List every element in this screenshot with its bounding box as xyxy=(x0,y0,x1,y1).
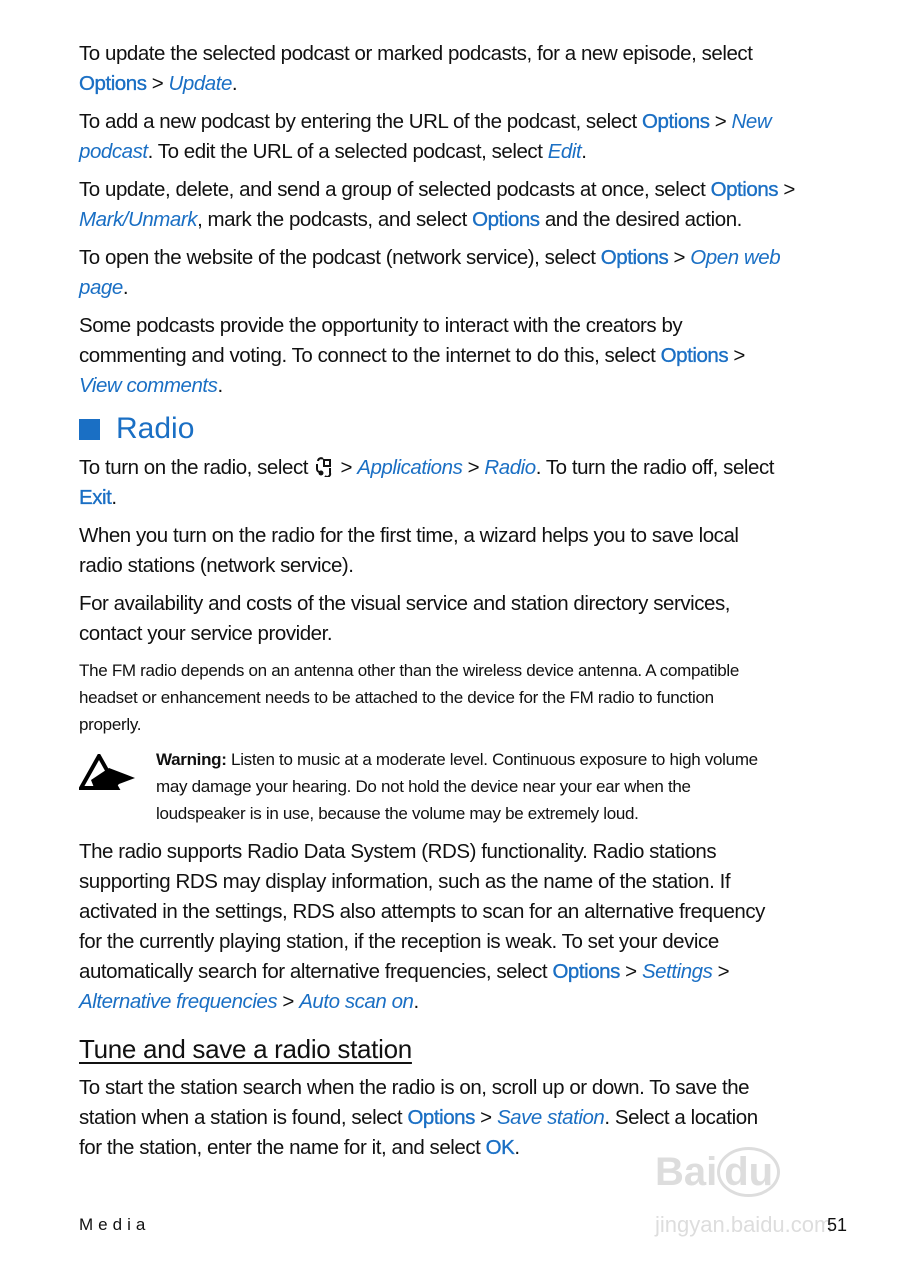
paragraph xyxy=(79,311,899,401)
paragraph xyxy=(79,175,899,235)
body-text: > xyxy=(335,456,358,479)
paragraph xyxy=(79,107,899,167)
command-text: Options xyxy=(79,72,147,95)
note-fm-antenna xyxy=(79,657,899,738)
menu-item-text: Update xyxy=(168,72,232,95)
watermark-url: jingyan.baidu.com xyxy=(655,1212,833,1237)
body-text: The radio supports Radio Data System (RDS) functionality. Radio stations xyxy=(79,840,717,863)
warning-label: Warning: xyxy=(156,750,227,769)
body-text: Some podcasts provide the opportunity to interact with the creators by xyxy=(79,314,683,337)
body-text: > xyxy=(728,344,745,367)
text-line xyxy=(79,311,899,341)
command-text: OK xyxy=(485,1136,515,1159)
text-line xyxy=(79,1073,899,1103)
body-text: To start the station search when the radio is on, scroll up or down. To save the xyxy=(79,1076,750,1099)
menu-item-text: Applications xyxy=(357,456,463,479)
command-text: Options xyxy=(552,960,620,983)
menu-item-text: View comments xyxy=(79,374,218,397)
body-text: supporting RDS may display information, such as the name of the station. If xyxy=(79,870,731,893)
command-text: Options xyxy=(642,110,710,133)
body-text: . xyxy=(581,140,587,163)
command-text: Exit xyxy=(79,486,112,509)
body-text: for the currently playing station, if the reception is weak. To set your device xyxy=(79,930,719,953)
body-text: , mark the podcasts, and select xyxy=(197,208,473,231)
menu-item-text: podcast xyxy=(79,140,148,163)
text-line xyxy=(79,39,899,69)
body-text: > xyxy=(462,456,485,479)
text-line xyxy=(79,551,899,581)
body-text: commenting and voting. To connect to the internet to do this, select xyxy=(79,344,661,367)
menu-item-text: page xyxy=(79,276,123,299)
text-line xyxy=(79,987,899,1017)
menu-key-icon xyxy=(315,456,333,476)
menu-item-text: Save station xyxy=(496,1106,605,1129)
text-line xyxy=(79,205,899,235)
footer-section: Media xyxy=(79,1215,151,1234)
heading-square-icon xyxy=(79,419,100,440)
body-text: > xyxy=(619,960,642,983)
body-text: . To edit the URL of a selected podcast, select xyxy=(147,140,548,163)
menu-item-text: Open web xyxy=(690,246,781,269)
body-text: . xyxy=(111,486,117,509)
body-text: To turn on the radio, select xyxy=(79,456,314,479)
menu-item-text: New xyxy=(731,110,772,133)
body-text: > xyxy=(474,1106,497,1129)
page-number: 51 xyxy=(827,1215,848,1235)
body-text: radio stations (network service). xyxy=(79,554,354,577)
body-text: For availability and costs of the visual service and station directory services, xyxy=(79,592,731,615)
text-line xyxy=(79,453,899,483)
body-text: . xyxy=(217,374,223,397)
text-line xyxy=(79,273,899,303)
body-text: To update, delete, and send a group of selected podcasts at once, select xyxy=(79,178,711,201)
body-text: > xyxy=(778,178,795,201)
text-line xyxy=(79,137,899,167)
command-text: Options xyxy=(660,344,729,367)
warning-icon xyxy=(79,746,156,827)
body-text: . xyxy=(231,72,238,95)
text-line xyxy=(79,175,899,205)
command-text: Options xyxy=(472,208,540,231)
body-text: To update the selected podcast or marked podcasts, for a new episode, select xyxy=(79,42,753,65)
text-line xyxy=(79,927,899,957)
paragraph xyxy=(79,589,899,649)
command-text: Options xyxy=(710,178,779,201)
command-text: Options xyxy=(407,1106,475,1129)
paragraph xyxy=(79,243,899,303)
warning-line: may damage your hearing. Do not hold the device near your ear when the xyxy=(156,777,691,796)
paragraph xyxy=(79,521,899,581)
text-line xyxy=(79,619,899,649)
warning-text: Listen to music at a moderate level. Continuous exposure to high volume xyxy=(226,750,758,769)
body-text: . xyxy=(413,990,419,1013)
body-text: To open the website of the podcast (network service), select xyxy=(79,246,601,269)
body-text: . xyxy=(514,1136,520,1159)
text-line xyxy=(79,897,899,927)
body-text: > xyxy=(277,990,300,1013)
body-text: . xyxy=(122,276,129,299)
text-line xyxy=(79,867,899,897)
menu-item-text: Alternative frequencies xyxy=(79,990,278,1013)
body-text: . To turn the radio off, select xyxy=(535,456,774,479)
body-text: To add a new podcast by entering the URL of the podcast, select xyxy=(79,110,643,133)
body-text: . Select a location xyxy=(604,1106,758,1129)
text-line xyxy=(79,1103,899,1133)
text-line xyxy=(79,243,899,273)
menu-item-text: Mark/Unmark xyxy=(79,208,198,231)
radio-instructions xyxy=(79,453,899,649)
menu-item-text: Settings xyxy=(641,960,713,983)
podcast-instructions xyxy=(79,39,899,401)
body-text: activated in the settings, RDS also attempts to scan for an alternative frequency xyxy=(79,900,765,923)
watermark-logo: Bai du xyxy=(655,1150,780,1194)
command-text: Options xyxy=(600,246,669,269)
body-text: When you turn on the radio for the first time, a wizard helps you to save local xyxy=(79,524,739,547)
note-line: headset or enhancement needs to be attached to the device for the FM radio to function xyxy=(79,688,714,707)
body-text: contact your service provider. xyxy=(79,622,333,645)
section-heading-radio xyxy=(79,409,899,449)
text-line xyxy=(79,521,899,551)
body-text: station when a station is found, select xyxy=(79,1106,408,1129)
paragraph xyxy=(79,837,899,1017)
note-line: The FM radio depends on an antenna other than the wireless device antenna. A compatible xyxy=(79,661,740,680)
warning-line: loudspeaker is in use, because the volume may be extremely loud. xyxy=(156,804,639,823)
menu-item-text: Radio xyxy=(484,456,536,479)
text-line xyxy=(79,341,899,371)
text-line xyxy=(79,957,899,987)
warning-line xyxy=(156,746,758,773)
body-text: and the desired action. xyxy=(539,208,742,231)
text-line xyxy=(79,371,899,401)
warning-block xyxy=(79,746,899,827)
text-line xyxy=(79,837,899,867)
menu-item-text: Edit xyxy=(547,140,582,163)
body-text: for the station, enter the name for it, and select xyxy=(79,1136,486,1159)
text-line xyxy=(79,483,899,513)
body-text: > xyxy=(709,110,732,133)
rds-instructions xyxy=(79,837,899,1017)
text-line xyxy=(79,107,899,137)
text-line xyxy=(79,69,899,99)
paragraph xyxy=(79,453,899,513)
page-content xyxy=(79,39,899,1171)
body-text: > xyxy=(668,246,691,269)
body-text: automatically search for alternative frequencies, select xyxy=(79,960,553,983)
paragraph xyxy=(79,39,899,99)
heading-text: Radio xyxy=(116,412,195,445)
note-line: properly. xyxy=(79,715,142,734)
subheading-tune: Tune and save a radio station xyxy=(79,1034,412,1064)
menu-item-text: Auto scan on xyxy=(299,990,414,1013)
text-line xyxy=(79,589,899,619)
body-text: > xyxy=(712,960,730,983)
body-text: > xyxy=(146,72,169,95)
